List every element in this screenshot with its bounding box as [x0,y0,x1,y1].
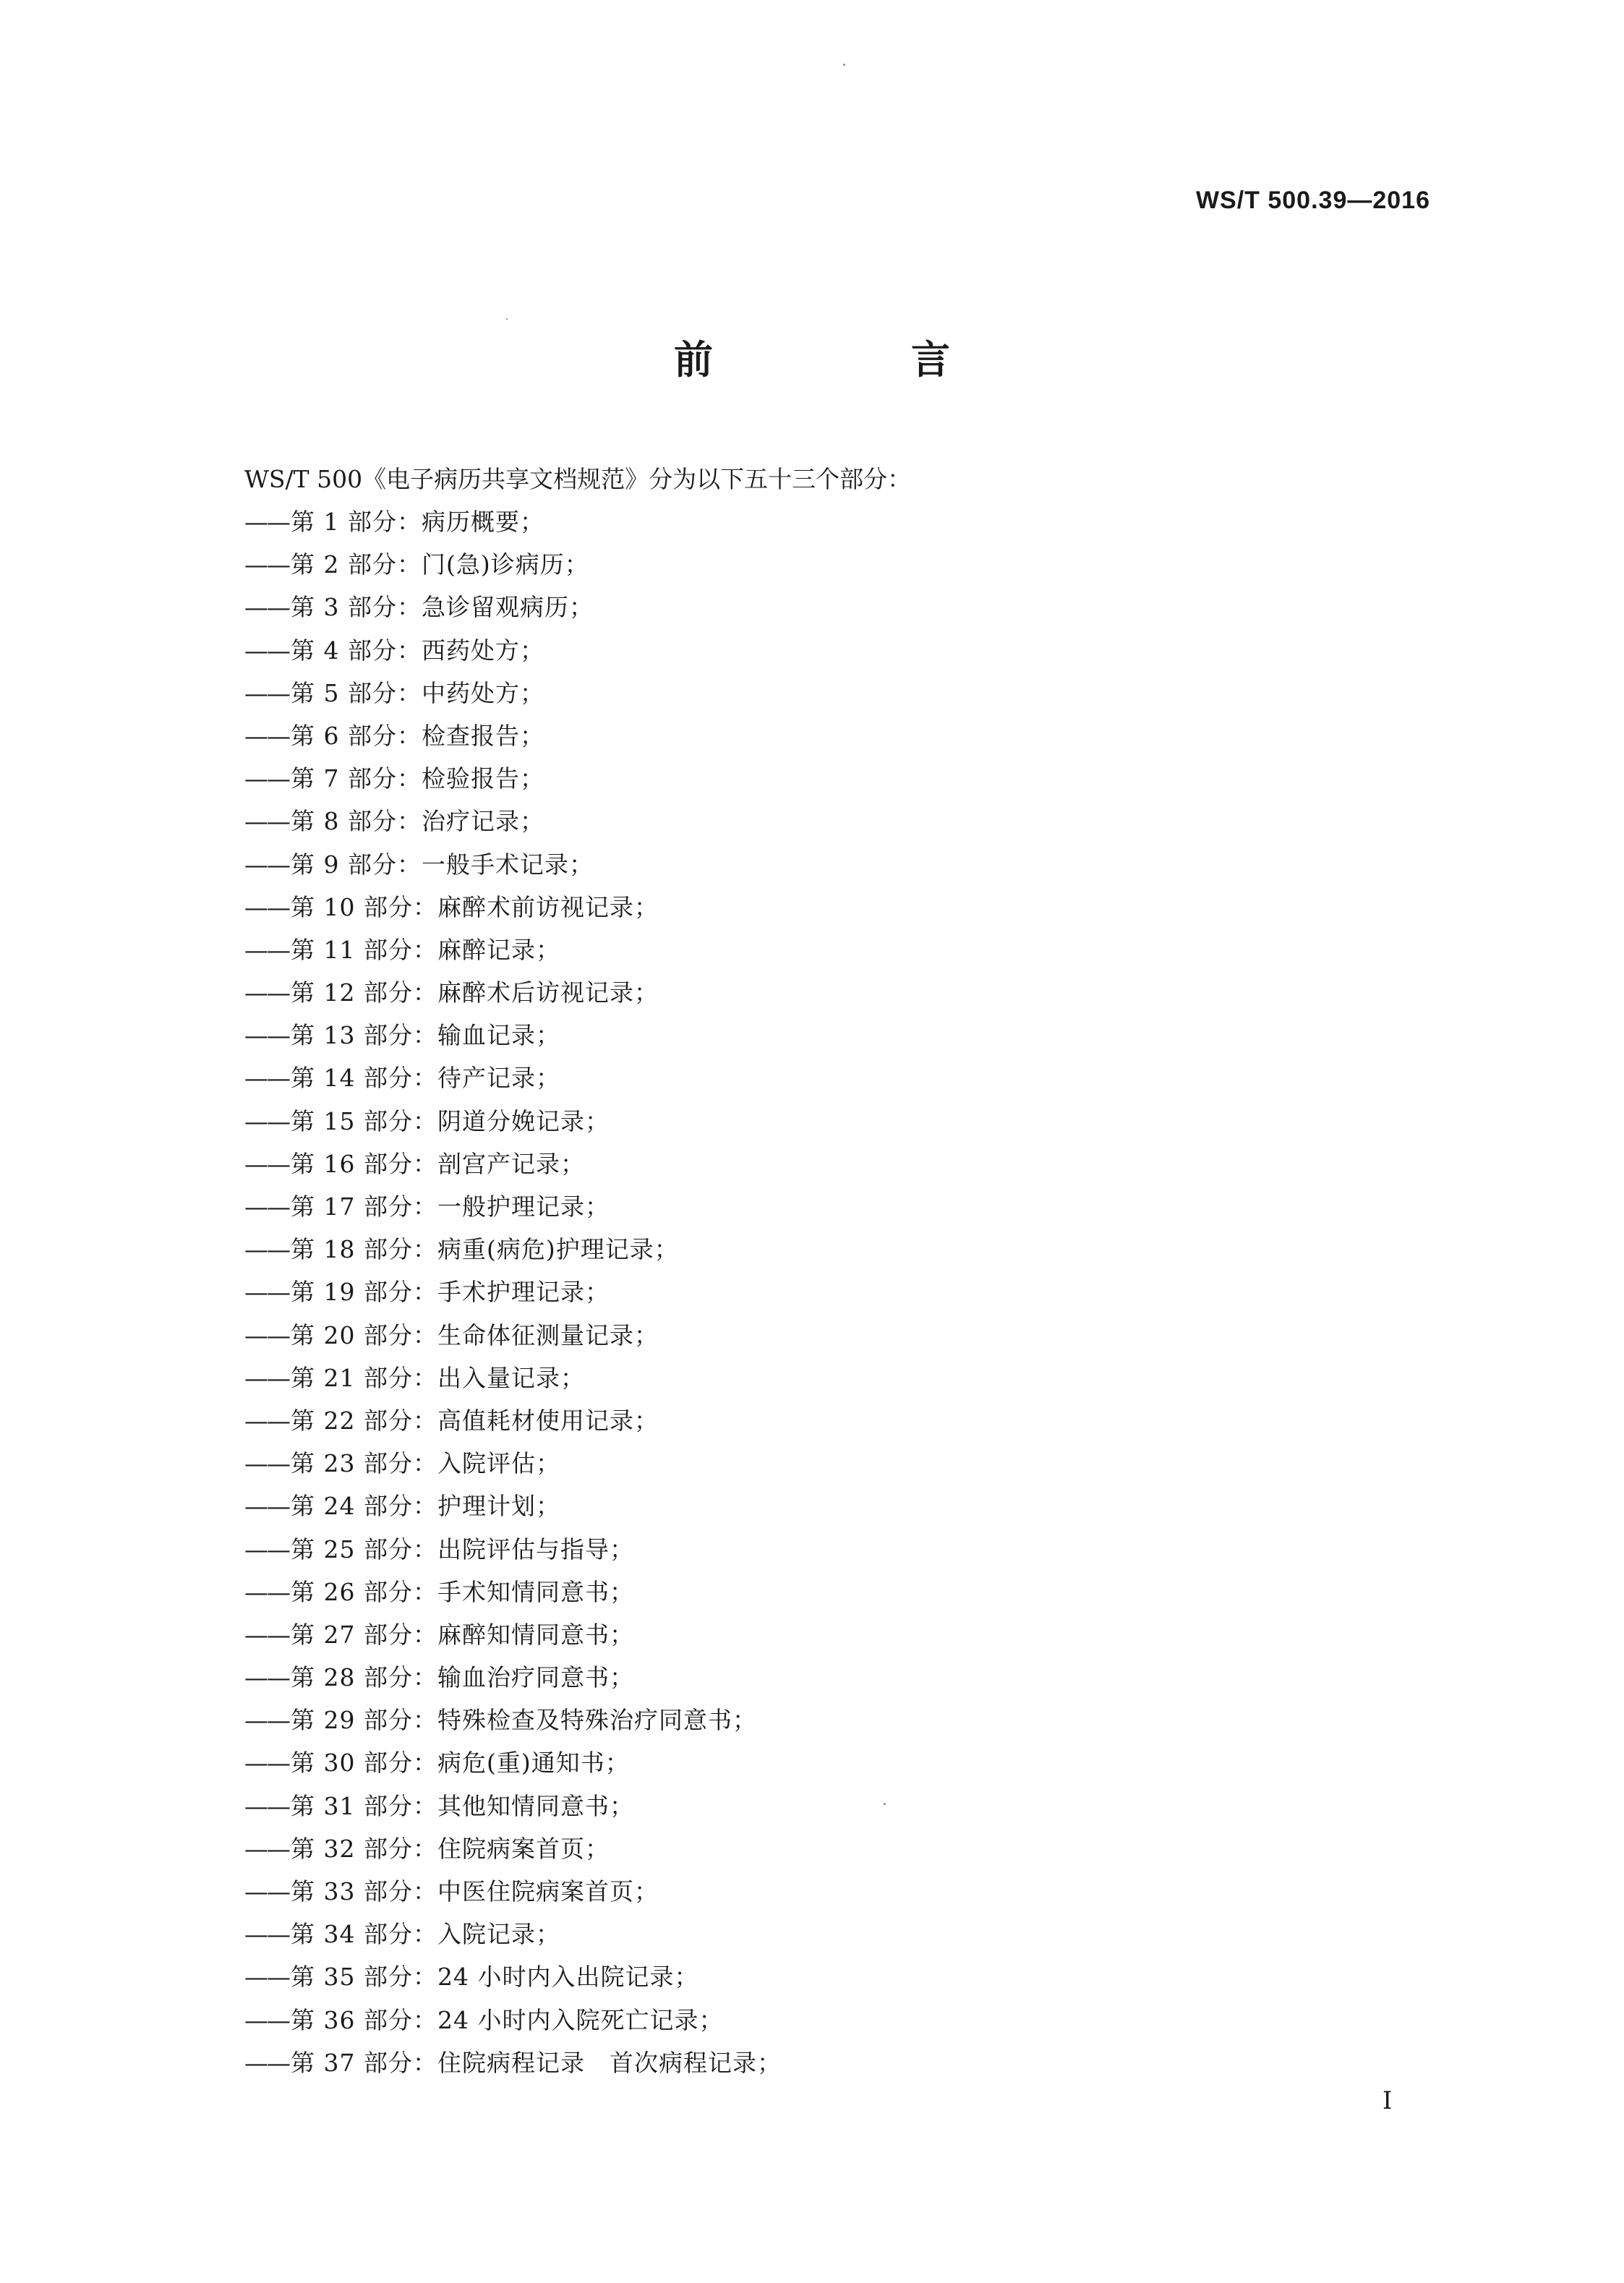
em-dash: —— [244,550,289,579]
em-dash: —— [244,721,289,750]
part-label: 第 13 部分：输血记录； [291,1021,560,1050]
em-dash: —— [244,1749,289,1778]
em-dash: —— [244,2048,289,2077]
part-item [244,679,782,722]
part-label: 第 27 部分：麻醉知情同意书； [291,1620,634,1649]
part-item [244,593,782,636]
em-dash: —— [244,978,289,1007]
em-dash: —— [244,1064,289,1093]
part-label: 第 30 部分：病危(重)通知书； [291,1749,630,1778]
part-item [244,1321,782,1364]
page-number: I [1382,2086,1393,2115]
part-item [244,1792,782,1835]
part-item [244,1535,782,1578]
em-dash: —— [244,1963,289,1992]
part-item [244,978,782,1021]
part-item [244,1877,782,1920]
part-label: 第 23 部分：入院评估； [291,1449,560,1478]
em-dash: —— [244,1663,289,1692]
part-label: 第 1 部分：病历概要； [291,508,544,536]
part-label: 第 20 部分：生命体征测量记录； [291,1320,659,1349]
part-item [244,722,782,764]
part-item [244,636,782,679]
part-label: 第 15 部分：阴道分娩记录； [291,1106,610,1135]
em-dash: —— [244,1278,289,1307]
part-label: 第 35 部分：24 小时内入出院记录； [291,1963,699,1992]
part-item [244,1235,782,1278]
part-label: 第 18 部分：病重(病危)护理记录； [291,1235,679,1264]
part-label: 第 32 部分：住院病案首页； [291,1834,610,1863]
part-item [244,1364,782,1407]
part-item [244,1278,782,1320]
em-dash: —— [244,1834,289,1863]
part-item [244,1021,782,1064]
em-dash: —— [244,935,289,964]
em-dash: —— [244,892,289,921]
em-dash: —— [244,764,289,793]
em-dash: —— [244,678,289,707]
part-item [244,508,782,550]
part-label: 第 8 部分：治疗记录； [291,807,544,836]
em-dash: —— [244,1620,289,1649]
em-dash: —— [244,1363,289,1392]
em-dash: —— [244,807,289,836]
part-item [244,1492,782,1535]
part-label: 第 12 部分：麻醉术后访视记录； [291,978,659,1007]
em-dash: —— [244,1320,289,1349]
part-item [244,2006,782,2049]
part-label: 第 26 部分：手术知情同意书； [291,1577,634,1606]
part-label: 第 21 部分：出入量记录； [291,1363,585,1392]
part-item [244,936,782,978]
em-dash: —— [244,1577,289,1606]
em-dash: —— [244,1192,289,1221]
part-item [244,1449,782,1492]
part-label: 第 7 部分：检验报告； [291,764,544,793]
em-dash: —— [244,1021,289,1050]
scan-speck [506,318,508,320]
part-label: 第 16 部分：剖宫产记录； [291,1149,585,1178]
em-dash: —— [244,1149,289,1178]
intro-paragraph: WS/T 500《电子病历共享文档规范》分为以下五十三个部分： [244,465,912,493]
standard-code: WS/T 500.39—2016 [1195,187,1430,214]
part-label: 第 9 部分：一般手术记录； [291,850,594,879]
part-label: 第 2 部分：门(急)诊病历； [291,550,589,579]
part-item [244,1578,782,1621]
part-item [244,1407,782,1449]
part-item [244,2049,782,2091]
part-label: 第 6 部分：检查报告； [291,721,544,750]
em-dash: —— [244,1706,289,1735]
em-dash: —— [244,636,289,665]
part-label: 第 25 部分：出院评估与指导； [291,1535,634,1563]
part-item [244,1835,782,1877]
em-dash: —— [244,1791,289,1820]
scan-speck [884,1803,886,1805]
part-item [244,550,782,593]
em-dash: —— [244,1920,289,1949]
part-label: 第 10 部分：麻醉术前访视记录； [291,892,659,921]
part-item [244,1963,782,2005]
parts-list [244,508,782,2091]
part-label: 第 34 部分：入院记录； [291,1920,560,1949]
part-label: 第 29 部分：特殊检查及特殊治疗同意书； [291,1706,757,1735]
part-label: 第 3 部分：急诊留观病历； [291,593,594,622]
part-label: 第 37 部分：住院病程记录 首次病程记录； [291,2048,782,2077]
em-dash: —— [244,2005,289,2034]
part-item [244,1749,782,1791]
em-dash: —— [244,1877,289,1906]
em-dash: —— [244,1106,289,1135]
part-label: 第 19 部分：手术护理记录； [291,1278,610,1307]
part-item [244,764,782,807]
part-label: 第 14 部分：待产记录； [291,1064,560,1093]
part-label: 第 11 部分：麻醉记录； [291,935,560,964]
part-item [244,1064,782,1106]
part-item [244,1706,782,1749]
part-item [244,1621,782,1663]
page-title: 前 言 [674,336,1030,383]
part-item [244,1150,782,1192]
part-item [244,1920,782,1963]
em-dash: —— [244,1535,289,1563]
part-label: 第 33 部分：中医住院病案首页； [291,1877,659,1906]
em-dash: —— [244,850,289,879]
em-dash: —— [244,1449,289,1478]
part-label: 第 28 部分：输血治疗同意书； [291,1663,634,1692]
part-label: 第 4 部分：西药处方； [291,636,544,665]
part-item [244,807,782,850]
part-item [244,893,782,936]
part-label: 第 5 部分：中药处方； [291,678,544,707]
part-item [244,1192,782,1235]
part-label: 第 31 部分：其他知情同意书； [291,1791,634,1820]
em-dash: —— [244,1406,289,1435]
em-dash: —— [244,1235,289,1264]
part-label: 第 17 部分：一般护理记录； [291,1192,610,1221]
part-label: 第 36 部分：24 小时内入院死亡记录； [291,2005,724,2034]
em-dash: —— [244,593,289,622]
scan-speck [843,64,845,66]
part-item [244,1107,782,1150]
part-label: 第 24 部分：护理计划； [291,1492,560,1521]
part-item [244,850,782,893]
part-label: 第 22 部分：高值耗材使用记录； [291,1406,659,1435]
part-item [244,1663,782,1706]
em-dash: —— [244,1492,289,1521]
em-dash: —— [244,508,289,536]
